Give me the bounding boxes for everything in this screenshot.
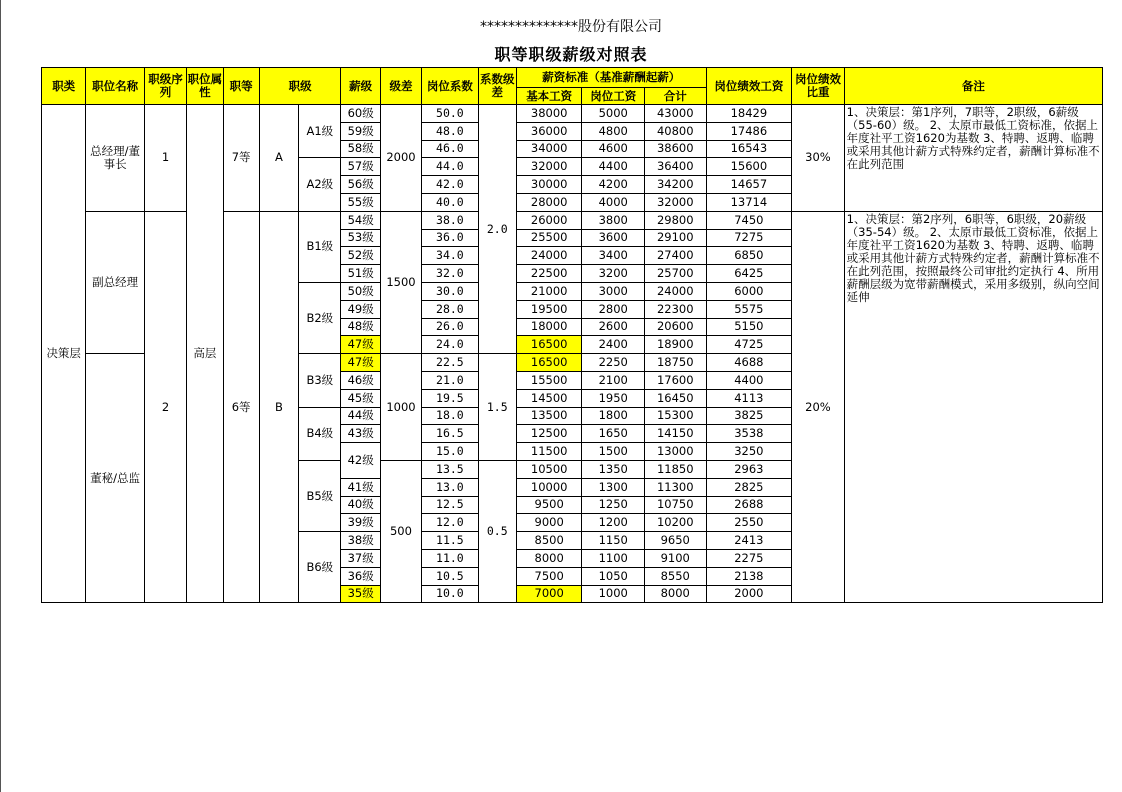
cell-coefficient: 21.0 (422, 371, 478, 389)
cell-coefficient: 16.5 (422, 425, 478, 443)
cell-salary-level: 56级 (341, 176, 380, 194)
cell-base-salary: 11500 (516, 443, 582, 461)
cell-coefficient: 12.0 (422, 514, 478, 532)
cell-remarks: 1、决策层：第2序列，6职等，6职级，20薪级（35-54）级。 2、太原市最低工资标准，依据上年度社平工资1620为基数 3、特聘、返聘、临聘或采用其他计薪方式特殊约定者，薪酬计算标准不在此列范围，按照最终公司审批约定执行 4、所用薪酬层级为宽带薪酬模式，采用多级别，纵向空间延伸 (844, 211, 1102, 603)
cell-total: 9650 (644, 532, 706, 550)
header-attribute: 职位属性 (187, 68, 223, 105)
cell-post-salary: 1650 (582, 425, 645, 443)
cell-salary-level: 47级 (341, 336, 380, 354)
cell-salary-level: 54级 (341, 211, 380, 229)
cell-coefficient: 12.5 (422, 496, 478, 514)
cell-post-salary: 2800 (582, 300, 645, 318)
sheet-left-border (0, 0, 1, 792)
cell-base-salary: 7000 (516, 585, 582, 603)
header-remarks: 备注 (844, 68, 1102, 105)
header-perf-ratio: 岗位绩效比重 (792, 68, 844, 105)
cell-salary-level: 55级 (341, 193, 380, 211)
cell-performance: 6850 (706, 247, 792, 265)
cell-subrank: B6级 (299, 532, 341, 603)
cell-performance: 14657 (706, 176, 792, 194)
table-row (42, 105, 1103, 123)
cell-total: 8550 (644, 567, 706, 585)
cell-base-salary: 7500 (516, 567, 582, 585)
cell-performance: 6425 (706, 265, 792, 283)
cell-performance: 2963 (706, 460, 792, 478)
cell-performance: 4113 (706, 389, 792, 407)
cell-grade: 6等 (223, 211, 259, 603)
company-name: **************股份有限公司 (480, 19, 662, 35)
cell-subrank: B1级 (299, 211, 341, 282)
cell-base-salary: 25500 (516, 229, 582, 247)
cell-total: 18750 (644, 354, 706, 372)
cell-coef-diff: 2.0 (478, 105, 516, 354)
cell-base-salary: 8500 (516, 532, 582, 550)
cell-perf-ratio: 20% (792, 211, 844, 603)
cell-base-salary: 9000 (516, 514, 582, 532)
cell-coefficient: 50.0 (422, 105, 478, 123)
cell-performance: 4688 (706, 354, 792, 372)
cell-post-salary: 1950 (582, 389, 645, 407)
cell-level-diff: 1000 (380, 354, 421, 461)
cell-performance: 2000 (706, 585, 792, 603)
cell-base-salary: 30000 (516, 176, 582, 194)
cell-salary-level: 37级 (341, 549, 380, 567)
cell-performance: 2688 (706, 496, 792, 514)
header-performance: 岗位绩效工资 (706, 68, 792, 105)
cell-total: 40800 (644, 122, 706, 140)
cell-coefficient: 10.5 (422, 567, 478, 585)
cell-base-salary: 18000 (516, 318, 582, 336)
cell-post-salary: 3000 (582, 282, 645, 300)
cell-coefficient: 36.0 (422, 229, 478, 247)
cell-base-salary: 13500 (516, 407, 582, 425)
header-salary-level: 薪级 (341, 68, 380, 105)
cell-total: 27400 (644, 247, 706, 265)
cell-salary-level: 53级 (341, 229, 380, 247)
header-rank: 职级 (259, 68, 341, 105)
cell-base-salary: 19500 (516, 300, 582, 318)
cell-coefficient: 28.0 (422, 300, 478, 318)
cell-post-salary: 3600 (582, 229, 645, 247)
cell-post-salary: 1000 (582, 585, 645, 603)
cell-salary-level: 60级 (341, 105, 380, 123)
cell-coefficient: 10.0 (422, 585, 478, 603)
cell-salary-level: 36级 (341, 567, 380, 585)
cell-subrank: A1级 (299, 105, 341, 158)
cell-salary-level: 41级 (341, 478, 380, 496)
cell-total: 32000 (644, 193, 706, 211)
salary-grade-table (41, 67, 1103, 603)
cell-subrank: B2级 (299, 282, 341, 353)
cell-base-salary: 10000 (516, 478, 582, 496)
cell-base-salary: 26000 (516, 211, 582, 229)
cell-total: 11300 (644, 478, 706, 496)
cell-post-salary: 2250 (582, 354, 645, 372)
cell-subrank: A2级 (299, 158, 341, 211)
cell-total: 29100 (644, 229, 706, 247)
cell-post-salary: 2100 (582, 371, 645, 389)
cell-position-name: 董秘/总监 (86, 354, 144, 603)
cell-rank: A (259, 105, 298, 212)
cell-total: 14150 (644, 425, 706, 443)
cell-performance: 2138 (706, 567, 792, 585)
cell-salary-level: 42级 (341, 443, 380, 479)
cell-salary-level: 51级 (341, 265, 380, 283)
cell-subrank: B5级 (299, 460, 341, 531)
cell-rank: B (259, 211, 298, 603)
header-level-diff: 级差 (380, 68, 421, 105)
cell-coef-diff: 0.5 (478, 460, 516, 602)
cell-total: 36400 (644, 158, 706, 176)
cell-coef-diff: 1.5 (478, 354, 516, 461)
cell-salary-level: 49级 (341, 300, 380, 318)
cell-salary-level: 38级 (341, 532, 380, 550)
cell-performance: 4400 (706, 371, 792, 389)
cell-total: 29800 (644, 211, 706, 229)
cell-total: 15300 (644, 407, 706, 425)
cell-post-salary: 5000 (582, 105, 645, 123)
cell-total: 10200 (644, 514, 706, 532)
cell-coefficient: 42.0 (422, 176, 478, 194)
cell-performance: 2275 (706, 549, 792, 567)
cell-post-salary: 2400 (582, 336, 645, 354)
cell-total: 13000 (644, 443, 706, 461)
header-category: 职类 (42, 68, 86, 105)
cell-level-diff: 2000 (380, 105, 421, 212)
cell-performance: 2413 (706, 532, 792, 550)
cell-post-salary: 1800 (582, 407, 645, 425)
cell-post-salary: 3400 (582, 247, 645, 265)
cell-coefficient: 32.0 (422, 265, 478, 283)
header-post-salary: 岗位工资 (582, 88, 645, 105)
cell-salary-level: 47级 (341, 354, 380, 372)
cell-performance: 13714 (706, 193, 792, 211)
cell-salary-level: 48级 (341, 318, 380, 336)
cell-post-salary: 1150 (582, 532, 645, 550)
cell-base-salary: 15500 (516, 371, 582, 389)
cell-coefficient: 15.0 (422, 443, 478, 461)
cell-performance: 3825 (706, 407, 792, 425)
cell-level-diff: 1500 (380, 211, 421, 353)
cell-base-salary: 8000 (516, 549, 582, 567)
cell-base-salary: 38000 (516, 105, 582, 123)
header-coefficient: 岗位系数 (422, 68, 478, 105)
header-grade: 职等 (223, 68, 259, 105)
cell-performance: 2825 (706, 478, 792, 496)
cell-subrank: B3级 (299, 354, 341, 407)
cell-coefficient: 46.0 (422, 140, 478, 158)
cell-salary-level: 44级 (341, 407, 380, 425)
cell-sequence: 1 (144, 105, 186, 212)
cell-coefficient: 30.0 (422, 282, 478, 300)
cell-base-salary: 14500 (516, 389, 582, 407)
cell-performance: 2550 (706, 514, 792, 532)
header-total: 合计 (644, 88, 706, 105)
cell-post-salary: 4200 (582, 176, 645, 194)
cell-total: 17600 (644, 371, 706, 389)
cell-base-salary: 22500 (516, 265, 582, 283)
cell-post-salary: 4400 (582, 158, 645, 176)
cell-post-salary: 4800 (582, 122, 645, 140)
header-position-name: 职位名称 (86, 68, 144, 105)
cell-coefficient: 34.0 (422, 247, 478, 265)
cell-coefficient: 19.5 (422, 389, 478, 407)
cell-performance: 3538 (706, 425, 792, 443)
cell-salary-level: 39级 (341, 514, 380, 532)
cell-coefficient: 11.5 (422, 532, 478, 550)
cell-sequence: 2 (144, 211, 186, 603)
cell-coefficient: 13.5 (422, 460, 478, 478)
cell-base-salary: 36000 (516, 122, 582, 140)
cell-performance: 17486 (706, 122, 792, 140)
cell-coefficient: 18.0 (422, 407, 478, 425)
header-coef-diff: 系数级差 (478, 68, 516, 105)
cell-total: 9100 (644, 549, 706, 567)
cell-remarks: 1、决策层：第1序列，7职等，2职级，6薪级（55-60）级。 2、太原市最低工资标准，依据上年度社平工资1620为基数 3、特聘、返聘、临聘或采用其他计薪方式特殊约定者，薪酬计算标准不在此列范围 (844, 105, 1102, 212)
cell-salary-level: 57级 (341, 158, 380, 176)
cell-performance: 7450 (706, 211, 792, 229)
cell-coefficient: 44.0 (422, 158, 478, 176)
cell-coefficient: 11.0 (422, 549, 478, 567)
cell-base-salary: 21000 (516, 282, 582, 300)
cell-coefficient: 13.0 (422, 478, 478, 496)
cell-total: 11850 (644, 460, 706, 478)
cell-category: 决策层 (42, 105, 86, 603)
cell-level-diff: 500 (380, 460, 421, 602)
cell-base-salary: 34000 (516, 140, 582, 158)
cell-performance: 16543 (706, 140, 792, 158)
cell-performance: 15600 (706, 158, 792, 176)
cell-post-salary: 1250 (582, 496, 645, 514)
cell-base-salary: 9500 (516, 496, 582, 514)
cell-base-salary: 16500 (516, 336, 582, 354)
cell-salary-level: 52级 (341, 247, 380, 265)
cell-total: 38600 (644, 140, 706, 158)
cell-total: 24000 (644, 282, 706, 300)
cell-post-salary: 2600 (582, 318, 645, 336)
cell-post-salary: 4000 (582, 193, 645, 211)
cell-total: 8000 (644, 585, 706, 603)
cell-total: 43000 (644, 105, 706, 123)
cell-post-salary: 1200 (582, 514, 645, 532)
cell-base-salary: 28000 (516, 193, 582, 211)
cell-base-salary: 12500 (516, 425, 582, 443)
cell-total: 25700 (644, 265, 706, 283)
cell-salary-level: 43级 (341, 425, 380, 443)
cell-base-salary: 32000 (516, 158, 582, 176)
cell-performance: 5575 (706, 300, 792, 318)
cell-total: 22300 (644, 300, 706, 318)
cell-subrank: B4级 (299, 407, 341, 460)
cell-salary-level: 58级 (341, 140, 380, 158)
cell-salary-level: 50级 (341, 282, 380, 300)
cell-salary-level: 45级 (341, 389, 380, 407)
cell-base-salary: 16500 (516, 354, 582, 372)
header-sequence: 职级序列 (144, 68, 186, 105)
cell-post-salary: 3800 (582, 211, 645, 229)
cell-performance: 18429 (706, 105, 792, 123)
cell-coefficient: 24.0 (422, 336, 478, 354)
cell-position-name: 总经理/董事长 (86, 105, 144, 212)
cell-total: 18900 (644, 336, 706, 354)
cell-post-salary: 1300 (582, 478, 645, 496)
cell-post-salary: 1500 (582, 443, 645, 461)
cell-post-salary: 1100 (582, 549, 645, 567)
cell-coefficient: 40.0 (422, 193, 478, 211)
cell-performance: 7275 (706, 229, 792, 247)
header-salary-standard: 薪资标准（基准薪酬起薪） (516, 68, 706, 88)
cell-position-name: 副总经理 (86, 211, 144, 353)
cell-post-salary: 4600 (582, 140, 645, 158)
cell-performance: 5150 (706, 318, 792, 336)
cell-perf-ratio: 30% (792, 105, 844, 212)
cell-coefficient: 48.0 (422, 122, 478, 140)
cell-attribute: 高层 (187, 105, 223, 603)
cell-total: 16450 (644, 389, 706, 407)
cell-salary-level: 46级 (341, 371, 380, 389)
cell-coefficient: 22.5 (422, 354, 478, 372)
cell-performance: 3250 (706, 443, 792, 461)
cell-salary-level: 35级 (341, 585, 380, 603)
cell-total: 20600 (644, 318, 706, 336)
page-title: 职等职级薪级对照表 (494, 45, 648, 64)
cell-coefficient: 38.0 (422, 211, 478, 229)
cell-coefficient: 26.0 (422, 318, 478, 336)
header-base-salary: 基本工资 (516, 88, 582, 105)
cell-salary-level: 59级 (341, 122, 380, 140)
cell-total: 34200 (644, 176, 706, 194)
cell-post-salary: 1350 (582, 460, 645, 478)
cell-base-salary: 10500 (516, 460, 582, 478)
cell-grade: 7等 (223, 105, 259, 212)
cell-performance: 4725 (706, 336, 792, 354)
cell-total: 10750 (644, 496, 706, 514)
cell-salary-level: 40级 (341, 496, 380, 514)
cell-base-salary: 24000 (516, 247, 582, 265)
cell-post-salary: 3200 (582, 265, 645, 283)
cell-performance: 6000 (706, 282, 792, 300)
cell-post-salary: 1050 (582, 567, 645, 585)
